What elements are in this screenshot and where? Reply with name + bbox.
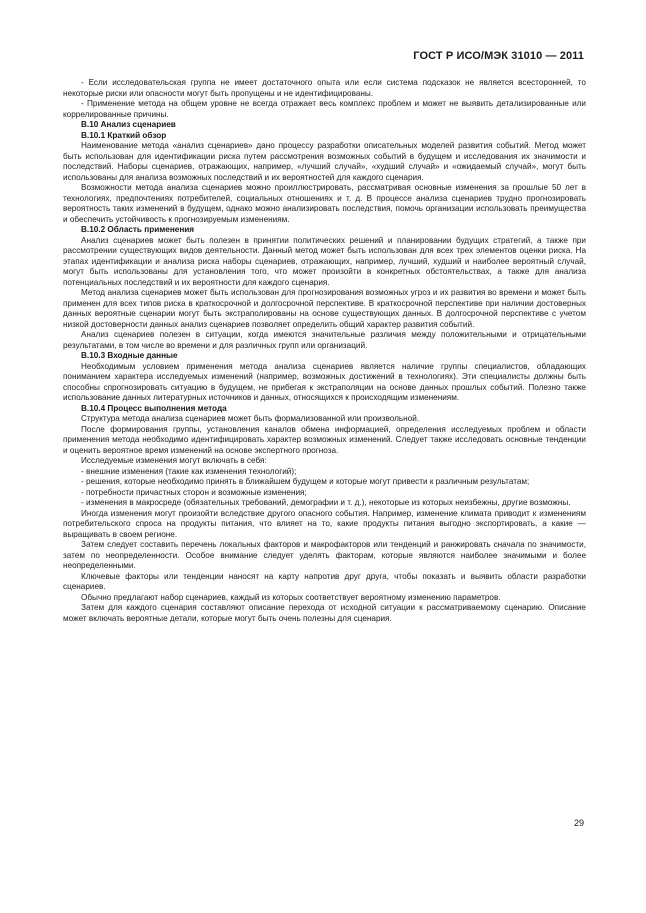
paragraph: Иногда изменения могут произойти вследствие другого опасного события. Например, изменение климата приводит к изменениям потребительского спроса на продукты питания, что влияет на то, какие продукты питания выгодно экспортировать, а какие — выращивать в своем регионе. — [63, 508, 586, 539]
paragraph: Структура метода анализа сценариев может быть формализованной или произвольной. — [81, 414, 420, 423]
paragraph: Возможности метода анализа сценариев можно проиллюстрировать, рассматривая основные изменения за прошлые 50 лет в технологиях, предпочтениях потребителей, социальных отношениях и т. д. В процессе анализа сценариев трудно прогнозировать вероятность таких изменений в будущем, однако можно анализировать последствия, помочь организации использовать преимущества и обеспечить устойчивость к прогнозируемым изменениям. — [63, 183, 586, 224]
subsection-heading: B.10.2 Область применения — [81, 225, 195, 234]
document-header: ГОСТ Р ИСО/МЭК 31010 — 2011 — [413, 50, 584, 62]
paragraph: - Применение метода на общем уровне не всегда отражает весь комплекс проблем и может не выявить детализированные или коррелированные причины. — [63, 99, 586, 119]
subsection-heading: B.10.1 Краткий обзор — [81, 130, 167, 140]
subsection-heading: B.10.3 Входные данные — [81, 351, 178, 360]
paragraph: - изменения в макросреде (обязательных требований, демографии и т. д.), некоторые из которых неизбежны, другие возможны. — [81, 498, 571, 507]
paragraph: Исследуемые изменения могут включать в себя: — [81, 456, 267, 465]
paragraph: После формирования группы, установления каналов обмена информацией, определения исследуемых проблем и области применения метода необходимо идентифицировать характер возможных изменений. Следует также исследовать основные тенденции и оценить вероятное время изменений на основе экспертного прогноза. — [63, 424, 586, 455]
paragraph: Обычно предлагают набор сценариев, каждый из которых соответствует вероятному изменению параметров. — [81, 592, 501, 602]
paragraph: Анализ сценариев полезен в ситуации, когда имеются значительные различия между положительными и отрицательными результатами, в том числе во времени и для различных групп или организаций. — [63, 330, 586, 350]
paragraph: - Если исследовательская группа не имеет достаточного опыта или если система подсказок не является всесторонней, то некоторые риски или опасности могут быть пропущены и не идентифицированы. — [63, 78, 586, 98]
paragraph: - внешние изменения (такие как изменения технологий); — [81, 466, 297, 476]
section-heading: B.10 Анализ сценариев — [81, 120, 176, 129]
paragraph: Затем для каждого сценария составляют описание перехода от исходной ситуации к рассматриваемому сценарию. Описание может включать вероятные детали, которые могут быть очень полезны для сценария. — [63, 603, 586, 623]
document-body — [63, 78, 586, 624]
paragraph: Наименование метода «анализ сценариев» дано процессу разработки описательных моделей развития событий. Метод может быть использован для идентификации риска путем рассмотрения возможных событий в будущем и исследования их значимости и последствий. Наборы сценариев, отражающих, например, «лучший случай», «худший случай» и «ожидаемый случай», могут быть использованы для анализа возможных последствий и их вероятностей для каждого сценария. — [63, 141, 586, 182]
paragraph: Анализ сценариев может быть полезен в принятии политических решений и планировании будущих стратегий, а также при рассмотрении существующих видов деятельности. Данный метод может быть использован для всех трех элементов оценки риска. На этапах идентификации и анализа риска наборы сценариев, отражающих, например, лучший, худший и наиболее вероятный случай, могут быть использованы для установления того, что может произойти в конкретных обстоятельствах, а также для анализа потенциальных последствий и их вероятности для каждого сценария. — [63, 235, 586, 287]
paragraph: - потребности причастных сторон и возможные изменения; — [81, 487, 307, 497]
paragraph: Необходимым условием применения метода анализа сценариев является наличие группы специалистов, обладающих пониманием характера исследуемых изменений (например, возможных достижений в технологиях). Эти специалисты должны быть способны спрогнозировать ситуацию в будущем, не прибегая к экстраполяции на основе данных прошлых событий. Полезно также использование данных литературных источников и данных, относящихся к происходящим изменениям. — [63, 361, 586, 402]
paragraph: Ключевые факторы или тенденции наносят на карту напротив друг друга, чтобы показать и выявить области разработки сценариев. — [63, 571, 586, 591]
paragraph: Затем следует составить перечень локальных факторов и макрофакторов или тенденций и ранжировать сначала по значимости, затем по неопределенности. Особое внимание следует уделять факторам, которые являются наиболее значимыми и более неопределенными. — [63, 540, 586, 570]
paragraph: Метод анализа сценариев может быть использован для прогнозирования возможных угроз и их развития во времени и может быть применен для всех типов риска в краткосрочной и долгосрочной перспективе. В краткосрочной перспективе при наличии достоверных данных вероятные сценарии могут быть экстраполированы на основе существующих данных. В долгосрочной перспективе с учетом низкой достоверности данных анализ сценариев позволяет определить общий характер развития событий. — [63, 288, 586, 329]
subsection-heading: B.10.4 Процесс выполнения метода — [81, 403, 227, 413]
page-number: 29 — [573, 818, 584, 828]
paragraph: - решения, которые необходимо принять в ближайшем будущем и которые могут привести к различным результатам; — [81, 477, 530, 486]
